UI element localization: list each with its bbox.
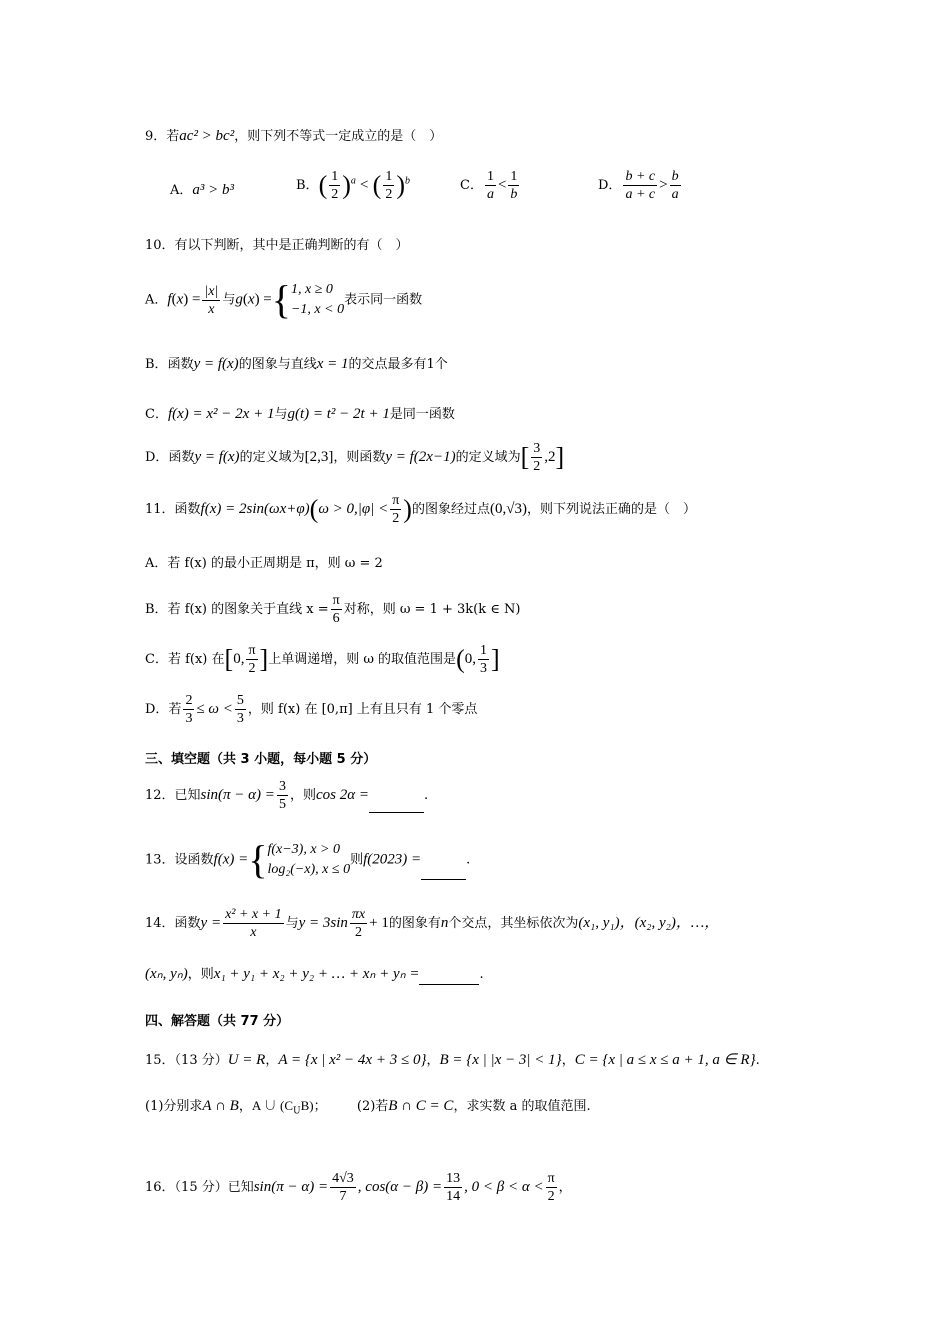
q11-option-b: B．若 f(x) 的图象关于直线 x = $\frac{\pi}{6}$ 对称，则 ω = 1 + 3k(k ∈ N): [145, 593, 521, 626]
q10-option-b: B．函数y = f(x)的图象与直线x = 1的交点最多有1个: [145, 356, 448, 372]
q9-option-d: D． $\frac{b + c}{a + c}$ > $\frac{b}{a}$: [598, 169, 679, 202]
q12: 12．已知sin(π − α) = $\frac{3}{5}$ ，则cos 2α = .: [145, 779, 429, 812]
q16: 16．（15 分）已知sin(π − α) = $\frac{4√3}{7}$ , cos(α − β) = $\frac{13}{14}$ , 0 < β < α < $\frac{\pi}{2}$ ，: [145, 1171, 572, 1204]
q12-answer-blank[interactable]: [369, 798, 424, 813]
q13-answer-blank[interactable]: [421, 865, 466, 880]
section-3-heading: 三、填空题（共 3 小题，每小题 5 分）: [145, 752, 377, 767]
q14-line1: 14．函数y = $\frac{\text{x² + x + 1}}{x}$ 与y = 3sin $\frac{\pi x}{2}$ + 1的图象有n个交点，其坐标依次为(x₁, y₁)，(x₂, y₂)，…，: [145, 907, 720, 940]
q11-option-c: C．若 f(x) 在[0, $\frac{\pi}{2}$ ]上单调递增，则 ω 的取值范围是(0, $\frac{1}{3}$ ]: [145, 643, 500, 676]
q9-option-c: C． $\frac{1}{a}$ < $\frac{1}{b}$: [460, 169, 518, 202]
q10-option-c: C．f(x) = x² − 2x + 1与g(t) = t² − 2t + 1是同一函数: [145, 406, 455, 422]
q9-stem: 9．若ac² > bc²，则下列不等式一定成立的是（ ）: [145, 128, 443, 144]
q14-answer-blank[interactable]: [419, 970, 479, 985]
q13: 13．设函数f(x) ={ f(x−3), x > 0 log₂(−x), x ≤ 0 则f(2023) = .: [145, 837, 471, 882]
q10-option-a: A．f(x) = $\frac{|x|}{x}$ 与g(x) ={ 1, x ≥ 0 −1, x < 0 表示同一函数: [145, 277, 423, 322]
q15-stem: 15．（13 分）U = R，A = {x | x² − 4x + 3 ≤ 0}，B = {x | |x − 3| < 1}，C = {x | a ≤ x ≤ a + 1, a ∈ R}.: [145, 1052, 760, 1068]
q9-stem-math: ac² > bc²: [179, 128, 235, 144]
q10-stem: 10．有以下判断，其中是正确判断的有（ ）: [145, 238, 409, 253]
q11-stem: 11．函数f(x) = 2sin(ωx+φ)(ω > 0,|φ| < $\frac{\pi}{2}$ )的图象经过点(0,√3)，则下列说法正确的是（ ）: [145, 493, 696, 526]
section-4-heading: 四、解答题（共 77 分）: [145, 1014, 290, 1029]
q9-option-b: B．( $\frac{1}{2}$ )$^a$ < ( $\frac{1}{2}$ )$^b$: [296, 169, 410, 202]
q9-option-a: A．a³ > b³: [170, 182, 235, 198]
q11-option-d: D．若 $\frac{2}{3}$ ≤ ω < $\frac{5}{3}$ ，则 f(x) 在 [0,π] 上有且只有 1 个零点: [145, 693, 478, 726]
q14-line2: (xₙ, yₙ)，则x₁ + y₁ + x₂ + y₂ + … + xₙ + yₙ = .: [145, 964, 484, 985]
q11-option-a: A．若 f(x) 的最小正周期是 π，则 ω = 2: [145, 556, 383, 571]
q10-option-d: D．函数y = f(x)的定义域为[2,3]，则函数y = f(2x−1)的定义域为[ $\frac{3}{2}$ ,2]: [145, 441, 565, 474]
q15-parts: (1)分别求A ∩ B，A ∪ $(C_UB)$； (2)若B ∩ C = C，求实数 a 的取值范围.: [145, 1098, 591, 1117]
